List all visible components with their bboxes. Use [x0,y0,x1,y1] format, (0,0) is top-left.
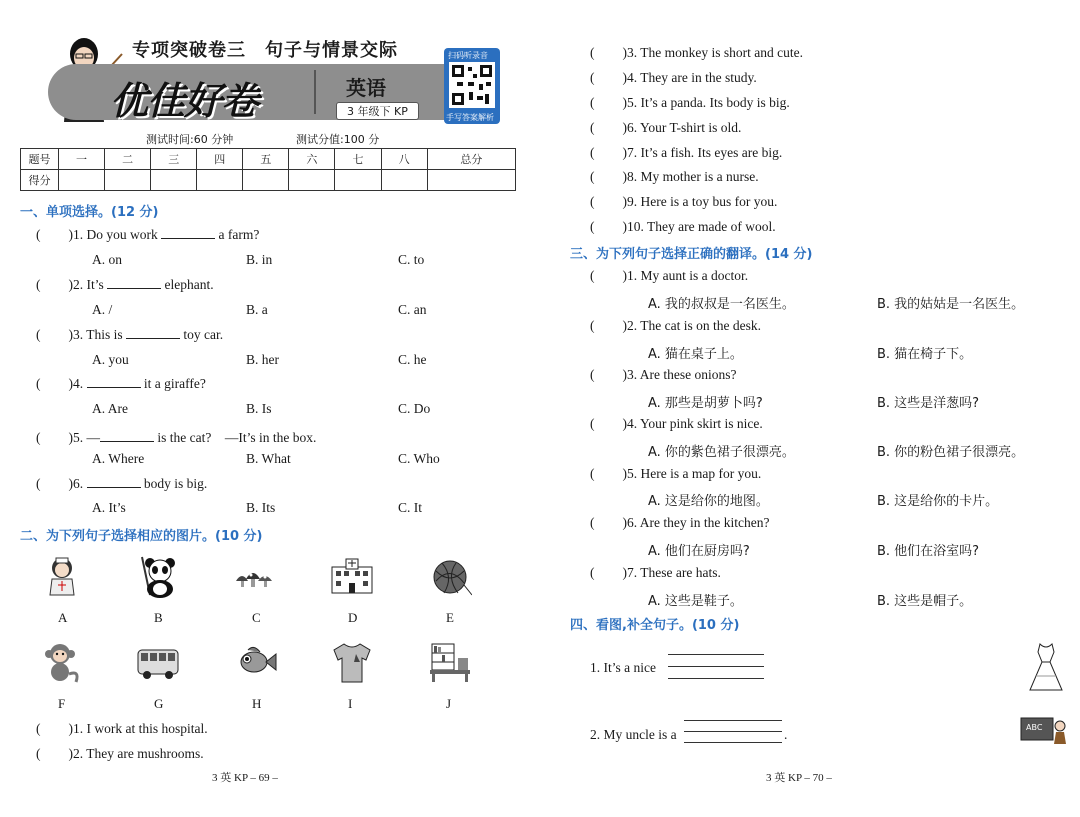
section4-title: 四、看图,补全句子。(10 分) [570,618,740,633]
board-text: ABC [1026,723,1043,732]
sentence-end: . [784,727,788,742]
score-cell[interactable] [335,170,381,191]
answer-paren[interactable]: ( [590,145,595,160]
picture-label: C [252,610,261,625]
option-a[interactable]: A. 他们在厨房吗? [648,544,750,559]
section3-title: 三、为下列句子选择正确的翻译。(14 分) [570,247,813,262]
option-b[interactable]: B. 他们在浴室吗? [877,544,980,559]
answer-line[interactable] [684,742,782,743]
answer-paren[interactable]: ( [590,318,595,333]
answer-paren[interactable]: ( [590,70,595,85]
picture-label: B [154,610,163,625]
score-table-score-row [21,170,516,191]
question-row: ( )1. My aunt is a doctor. [590,268,749,283]
test-score: 测试分值:100 分 [296,133,380,146]
answer-paren[interactable]: ( [590,45,595,60]
score-cell[interactable] [289,170,335,191]
header-banner [44,34,500,126]
dress-icon [1024,642,1068,694]
picture-label: E [446,610,454,625]
score-header-cell: 三 [151,149,197,170]
option-b[interactable]: B. 我的姑姑是一名医生。 [877,297,1025,312]
option-b[interactable]: B. in [246,252,273,267]
answer-paren[interactable]: ( [590,416,595,431]
score-cell[interactable] [427,170,515,191]
answer-paren[interactable]: ( [590,219,595,234]
picture-label: H [252,696,262,711]
t-shirt-icon[interactable] [330,640,374,684]
option-b[interactable]: B. Is [246,401,272,416]
answer-paren[interactable]: ( [590,466,595,481]
question-row: ( )1. I work at this hospital. [36,721,208,736]
option-b[interactable]: B. Its [246,500,276,515]
option-b[interactable]: B. a [246,302,268,317]
fill-sentence: 2. My uncle is a [590,727,677,742]
option-c[interactable]: C. It [398,500,423,515]
question-row: ( )9. Here is a toy bus for you. [590,194,778,209]
picture-label: G [154,696,164,711]
score-cell[interactable] [243,170,289,191]
score-header-cell: 七 [335,149,381,170]
question-row: ( )5. It’s a panda. Its body is big. [590,95,790,110]
question-row: ( )1. Do you work a farm? [36,227,260,242]
option-c[interactable]: C. Do [398,401,431,416]
answer-paren[interactable]: ( [590,120,595,135]
answer-line[interactable] [668,654,764,655]
option-a[interactable]: A. 你的紫色裙子很漂亮。 [648,445,795,460]
question-row: ( )6. Are they in the kitchen? [590,515,770,530]
option-a[interactable]: A. Are [92,401,128,416]
answer-paren[interactable]: ( [36,277,41,292]
picture-label: F [58,696,66,711]
option-a[interactable]: A. 这些是鞋子。 [648,594,743,609]
answer-paren[interactable]: ( [36,327,41,342]
question-row: ( )7. These are hats. [590,565,721,580]
qr-top-label: 扫码听录音 [448,51,488,60]
question-row: ( )7. It’s a fish. Its eyes are big. [590,145,783,160]
question-row: ( )2. They are mushrooms. [36,746,204,761]
answer-paren[interactable]: ( [36,476,41,491]
divider [314,70,316,114]
study-room-icon[interactable] [428,640,472,684]
picture-label: D [348,610,358,625]
option-c[interactable]: C. Who [398,451,440,466]
footer-left: 3 英 KP – 69 – [212,772,278,784]
score-header-cell: 六 [289,149,335,170]
option-b[interactable]: B. her [246,352,279,367]
question-row: ( )5. Here is a map for you. [590,466,762,481]
answer-paren[interactable]: ( [590,268,595,283]
score-cell[interactable] [381,170,427,191]
question-row: ( )4. it a giraffe? [36,376,206,391]
score-cell[interactable] [151,170,197,191]
option-a[interactable]: A. 我的叔叔是一名医生。 [648,297,795,312]
answer-line[interactable] [684,731,782,732]
answer-line[interactable] [668,666,764,667]
panda-icon[interactable] [136,555,180,599]
question-row: ( )5. — is the cat? —It’s in the box. [36,430,317,445]
answer-line[interactable] [668,678,764,679]
bus-icon[interactable] [136,640,180,684]
option-b[interactable]: B. 猫在椅子下。 [877,347,973,362]
fish-icon[interactable] [234,640,278,684]
option-a[interactable]: A. 那些是胡萝卜吗? [648,396,763,411]
brand-logo: 优佳好卷 [110,79,259,123]
score-header-cell: 二 [105,149,151,170]
question-row: ( )3. This is toy car. [36,327,224,342]
answer-paren[interactable]: ( [590,95,595,110]
answer-paren[interactable]: ( [590,515,595,530]
page-title: 专项突破卷三 句子与情景交际 [132,40,398,61]
question-row: ( )2. The cat is on the desk. [590,318,761,333]
picture-label: A [58,610,68,625]
section1-title: 一、单项选择。(12 分) [20,205,159,220]
answer-paren[interactable]: ( [590,194,595,209]
option-a[interactable]: A. 猫在桌子上。 [648,347,743,362]
option-a[interactable]: A. Where [92,451,145,466]
option-c[interactable]: C. an [398,302,427,317]
question-row: ( )4. Your pink skirt is nice. [590,416,763,431]
footer-right: 3 英 KP – 70 – [766,772,832,784]
answer-paren[interactable]: ( [36,721,41,736]
option-a[interactable]: A. you [92,352,129,367]
nurse-icon[interactable] [40,555,84,599]
option-a[interactable]: A. on [92,252,122,267]
question-row: ( )3. The monkey is short and cute. [590,45,803,60]
question-row: ( )4. They are in the study. [590,70,757,85]
score-cell[interactable] [105,170,151,191]
option-b[interactable]: B. 这是给你的卡片。 [877,494,999,509]
question-row: ( )3. Are these onions? [590,367,737,382]
grade-badge: 3 年级下 KP [336,102,419,120]
answer-paren[interactable]: ( [590,169,595,184]
qr-bottom-label: 手写答案解析 [446,113,494,122]
score-header-cell: 四 [197,149,243,170]
score-header-cell: 总分 [427,149,515,170]
mushrooms-icon[interactable] [234,555,278,599]
option-b[interactable]: B. 这些是洋葱吗? [877,396,980,411]
fill-sentence: 1. It’s a nice [590,660,656,675]
answer-paren[interactable]: ( [36,227,41,242]
question-row: ( )10. They are made of wool. [590,219,776,234]
option-c[interactable]: C. he [398,352,427,367]
answer-paren[interactable]: ( [590,565,595,580]
score-cell[interactable] [197,170,243,191]
score-header-cell: 一 [59,149,105,170]
answer-paren[interactable]: ( [36,376,41,391]
option-a[interactable]: A. It’s [92,500,126,515]
score-cell[interactable] [59,170,105,191]
answer-line[interactable] [684,720,782,721]
picture-label: J [446,696,452,711]
wool-ball-icon[interactable] [428,555,472,599]
score-header-cell: 五 [243,149,289,170]
option-c[interactable]: C. to [398,252,425,267]
subject-label: 英语 [346,76,386,100]
question-row: ( )2. It’s elephant. [36,277,214,292]
answer-paren[interactable]: ( [36,746,41,761]
score-row-label: 得分 [21,170,59,191]
picture-label: I [348,696,353,711]
option-b[interactable]: B. 这些是帽子。 [877,594,973,609]
monkey-icon[interactable] [40,640,84,684]
qr-code-icon [449,62,495,108]
option-a[interactable]: A. 这是给你的地图。 [648,494,769,509]
score-header-cell: 八 [381,149,427,170]
answer-paren[interactable]: ( [36,430,41,445]
option-b[interactable]: B. What [246,451,291,466]
option-b[interactable]: B. 你的粉色裙子很漂亮。 [877,445,1025,460]
test-time: 测试时间:60 分钟 [146,133,234,146]
section2-title: 二、为下列句子选择相应的图片。(10 分) [20,529,263,544]
answer-paren[interactable]: ( [590,367,595,382]
question-row: ( )6. Your T-shirt is old. [590,120,742,135]
option-a[interactable]: A. / [92,302,113,317]
score-table [20,148,516,191]
score-table-header-row [21,149,516,170]
hospital-icon[interactable] [330,555,374,599]
question-row: ( )6. body is big. [36,476,208,491]
question-row: ( )8. My mother is a nurse. [590,169,759,184]
score-header-cell: 题号 [21,149,59,170]
